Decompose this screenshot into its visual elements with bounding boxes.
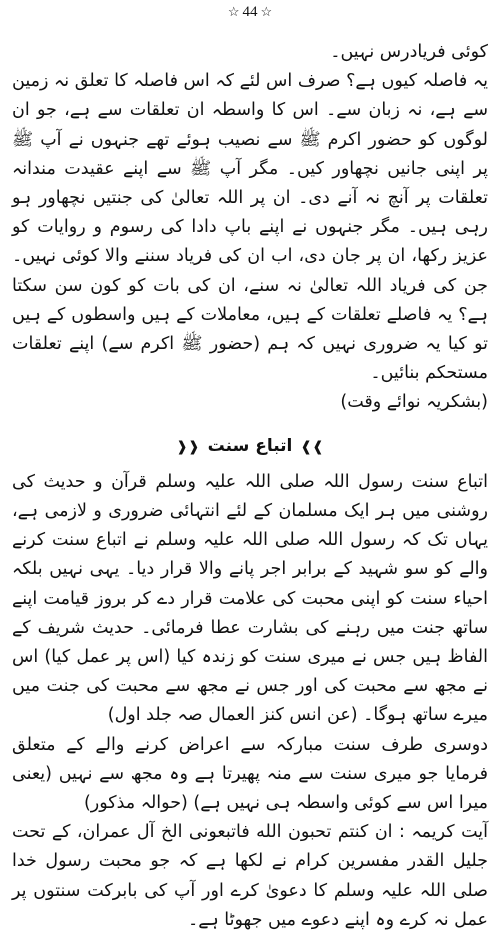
paragraph: آیت کریمہ : ان کنتم تحبون الله فاتبعونی الخ آل عمران، کے تحت جلیل القدر مفسرین کرام نے لکھا ہے کہ جو محبت رسول خدا صلی اللہ علیہ وسلم کا دعویٰ کرے اور آپ کی بابرکت سنتوں پر عمل نہ کرے وہ اپنے دعوے میں جھوٹا ہے۔ xyxy=(12,822,488,930)
paragraph: دوسری طرف سنت مبارکہ سے اعراض کرنے والے کے متعلق فرمایا جو میری سنت سے منہ پھیرتا ہے وہ مجھ سے نہیں (یعنی میرا اس سے کوئی واسطہ ہی نہیں ہے) (حوالہ مذکور) xyxy=(12,734,488,814)
paragraph: اتباع سنت رسول اللہ صلی اللہ علیہ وسلم قرآن و حدیث کی روشنی میں ہر ایک مسلمان کے لئے انتہائی ضروری و لازمی ہے، یہاں تک کہ رسول اللہ صلی اللہ علیہ وسلم نے اتباع سنت کرنے والے کو سو شہید کے برابر اجر پانے والا قرار دیا۔ یہی نہیں بلکہ احیاء سنت کو اپنی محبت کی علامت قرار دے کر بروز قیامت اپنے ساتھ جنت میں رہنے کی بشارت عطا فرمائی۔ حدیث شریف کے الفاظ ہیں جس نے میری سنت کو زندہ کیا (اس پر عمل کیا) اس نے مجھ سے محبت کی اور جس نے مجھ سے محبت کی جنت میں میرے ساتھ ہوگا۔ (عن انس کنز العمال صہ جلد اول) xyxy=(12,471,488,726)
source-note: (بشکریہ نوائے وقت) xyxy=(340,392,488,413)
paragraph: یہ فاصلہ کیوں ہے؟ صرف اس لئے کہ اس فاصلہ کا تعلق نہ زمین سے ہے، نہ زبان سے۔ اس کا واسطہ ان تعلقات سے ہے، جو ان لوگوں کو حضور اکرم ﷺ سے نصیب ہوئے تھے جنہوں نے آپ ﷺ پر اپنی جانیں نچھاور کیں۔ مگر آپ ﷺ سے اپنے عقیدت مندانہ تعلقات پر آنچ نہ آنے دی۔ ان پر اللہ تعالیٰ کی جنتیں نچھاور ہو رہی ہیں۔ مگر جنہوں نے اپنے باپ دادا کی رسوم و روایات کو عزیز رکھا، ان پر جان دی، اب ان کی فریاد سننے والا کوئی نہیں۔ جن کی فریاد اللہ تعالیٰ نہ سنے، ان کی بات کو کون سن سکتا ہے؟ یہ فاصلے تعلقات کے ہیں، معاملات کے ہیں واسطوں کے ہیں تو کیا یہ ضروری نہیں کہ ہم (حضور ﷺ اکرم سے) اپنے تعلقات مستحکم بنائیں۔ xyxy=(12,71,488,384)
star-icon: ☆ xyxy=(227,4,240,19)
star-icon: ☆ xyxy=(260,4,273,19)
section-title: اتباع سنت xyxy=(207,435,293,456)
page-number-header xyxy=(0,4,500,21)
text-body xyxy=(12,38,488,935)
page-number: 44 xyxy=(242,4,258,20)
ornament-left-icon: ❰❰ xyxy=(176,438,200,455)
ornament-right-icon: ❱❱ xyxy=(300,438,324,455)
paragraph: کوئی فریادرس نہیں۔ xyxy=(330,42,488,62)
section-heading xyxy=(12,432,488,462)
